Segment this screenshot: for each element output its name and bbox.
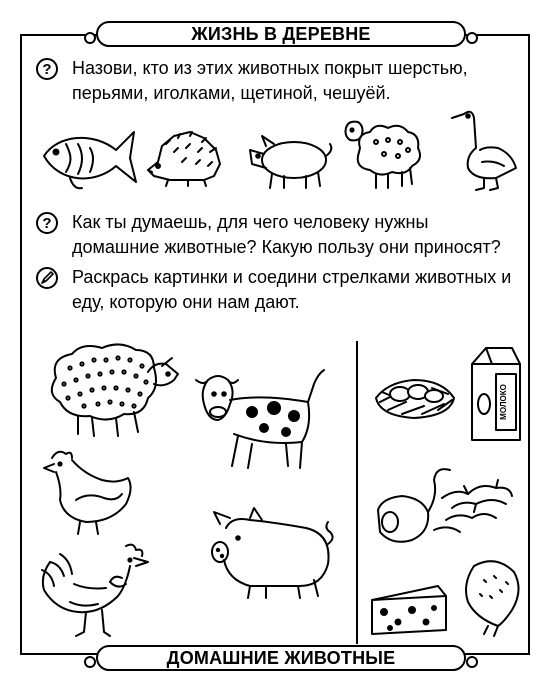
- task-2: [36, 210, 520, 260]
- pencil-icon: [36, 267, 58, 289]
- milk-carton-picture: [466, 344, 528, 444]
- task-3: [36, 265, 520, 315]
- milk-carton-label: МОЛОКО: [499, 384, 508, 420]
- page-title: ЖИЗНЬ В ДЕРЕВНЕ: [96, 21, 466, 47]
- rooster-picture: [30, 540, 156, 642]
- meat-and-sausages-picture: [372, 460, 518, 550]
- task-3-text: Раскрась картинки и соедини стрелками животных и еду, которую они нам дают.: [72, 267, 512, 312]
- cow-picture: [190, 366, 340, 474]
- hedgehog-picture: [144, 126, 222, 190]
- page-footer-title: ДОМАШНИЕ ЖИВОТНЫЕ: [96, 645, 466, 671]
- task-1: [36, 56, 520, 106]
- eggs-in-nest-picture: [372, 368, 458, 426]
- column-divider: [356, 341, 358, 644]
- fish-picture: [38, 122, 138, 194]
- task-1-text: Назови, кто из этих животных покрыт шерстью, перьями, иголками, щетиной, чешуёй.: [72, 58, 468, 103]
- piglet-picture: [244, 128, 332, 192]
- task-2-text: Как ты думаешь, для чего человеку нужны домашние животные? Какую пользу они приносят?: [72, 212, 501, 257]
- sheep-picture: [44, 338, 182, 440]
- pig-picture: [210, 504, 338, 600]
- hen-picture: [42, 444, 138, 536]
- cheese-picture: [368, 580, 450, 638]
- lamb-picture: [340, 118, 424, 190]
- chicken-leg-picture: [460, 556, 526, 638]
- goose-picture: [446, 104, 520, 192]
- question-icon: ?: [36, 58, 58, 80]
- question-icon: ?: [36, 212, 58, 234]
